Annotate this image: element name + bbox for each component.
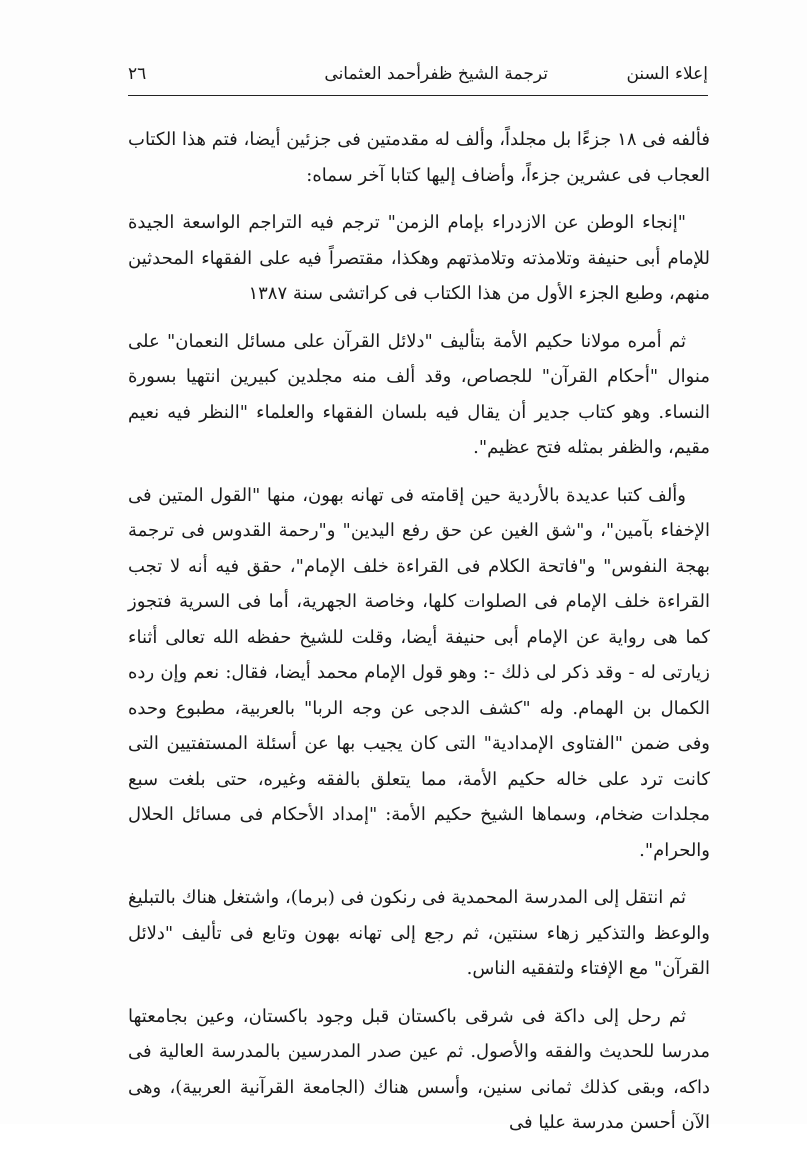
paragraph bbox=[128, 122, 710, 193]
text-line: بها عن أسئلة المستفتيين التى كانت ترد على خاله حكيم الأمة، مما يتعلق بالفقه وغيره، bbox=[128, 733, 710, 790]
text-line: الإخفاء بآمين"، و"شق الغين عن حق رفع اليدين" و"رحمة القدوس فى ترجمة بهجة bbox=[128, 520, 710, 577]
paragraph bbox=[128, 324, 710, 466]
text-line: "إنجاء الوطن عن الازدراء بإمام الزمن" ترجم فيه التراجم الواسعة الجيدة للإمام أبى bbox=[128, 212, 710, 269]
text-line: حنيفة وتلامذته وتلامذتهم وهكذا، مقتصراً فيه على الفقهاء المحدثين منهم، وطبع الجزء bbox=[128, 247, 710, 304]
text-line: أبى حنيفة أيضا، وقلت للشيخ حفظه الله تعالى أثناء زيارتى له - وقد ذكر لى ذلك -: bbox=[128, 626, 710, 683]
text-line: العجاب فى عشرين جزءاً، وأضاف إليها كتابا آخر سماه: bbox=[306, 164, 710, 186]
text-line: ولتفقيه الناس. bbox=[466, 958, 575, 979]
text-line: للحديث والفقه والأصول. ثم عين صدر المدرسين بالمدرسة العالية فى داكه، وبقى كذلك bbox=[128, 1041, 710, 1098]
text-line: والتذكير زهاء سنتين، ثم رجع إلى تهانه بهون وتابع فى تأليف "دلائل القرآن" مع الإفتاء bbox=[128, 922, 710, 979]
text-line: "أحكام القرآن" للجصاص، وقد ألف منه مجلدين كبيرين انتهيا بسورة النساء. وهو bbox=[128, 366, 710, 423]
text-line: الإمام فى الصلوات كلها، وخاصة الجهرية، أما فى السرية فتجوز كما هى رواية عن الإمام bbox=[128, 591, 710, 648]
text-line: ثم رحل إلى داكة فى شرقى باكستان قبل وجود باكستان، وعين بجامعتها مدرسا bbox=[128, 1005, 710, 1062]
paragraph bbox=[128, 478, 710, 869]
chapter-title: ترجمة الشيخ ظفرأحمد العثمانى bbox=[324, 64, 548, 84]
paragraph bbox=[128, 999, 710, 1141]
book-title: إعلاء السنن bbox=[626, 64, 708, 84]
page-number: ٢٦ bbox=[128, 64, 147, 84]
text-line: وألف كتبا عديدة بالأردية حين إقامته فى تهانه بهون، منها "القول المتين فى bbox=[128, 484, 686, 506]
text-line: عظيم". bbox=[473, 437, 531, 458]
paragraph bbox=[128, 880, 710, 987]
text-line: فألفه فى ١٨ جزءًا بل مجلداً، وألف له مقدمتين فى جزئين أيضا، فتم هذا الكتاب bbox=[128, 129, 710, 150]
text-line: كتاب جدير أن يقال فيه بلسان الفقهاء والعلماء "النظر فيه نعيم مقيم، والظفر بمثله فتح bbox=[128, 401, 710, 458]
paragraph bbox=[128, 205, 710, 312]
text-line: النفوس" و"فاتحة الكلام فى القراءة خلف الإمام"، حقق فيه أنه لا تجب القراءة خلف bbox=[128, 555, 710, 612]
text-line: وهو قول الإمام محمد أيضا، فقال: نعم وإن رده الكمال بن الهمام. وله "كشف الدجى bbox=[128, 662, 710, 719]
running-header bbox=[128, 60, 708, 96]
text-line: الأول من هذا الكتاب فى كراتشى سنة ١٣٨٧ bbox=[248, 283, 574, 304]
text-line: مسائل الحلال والحرام". bbox=[128, 804, 710, 861]
body-text bbox=[128, 122, 710, 1153]
text-line: ثم انتقل إلى المدرسة المحمدية فى رنكون فى (برما)، واشتغل هناك بالتبليغ والوعظ bbox=[128, 887, 710, 944]
text-line: حتى بلغت سبع مجلدات ضخام، وسماها الشيخ حكيم الأمة: "إمداد الأحكام فى bbox=[128, 768, 710, 825]
text-line: عن وجه الربا" بالعربية، مطبوع وحده وفى ضمن "الفتاوى الإمدادية" التى كان يجيب bbox=[128, 697, 710, 754]
header-divider bbox=[128, 95, 708, 96]
text-line: ثم أمره مولانا حكيم الأمة بتأليف "دلائل القرآن على مسائل النعمان" على منوال bbox=[128, 330, 710, 387]
text-line: ثمانى سنين، وأسس هناك (الجامعة القرآنية العربية)، وهى الآن أحسن مدرسة عليا فى bbox=[128, 1076, 710, 1133]
